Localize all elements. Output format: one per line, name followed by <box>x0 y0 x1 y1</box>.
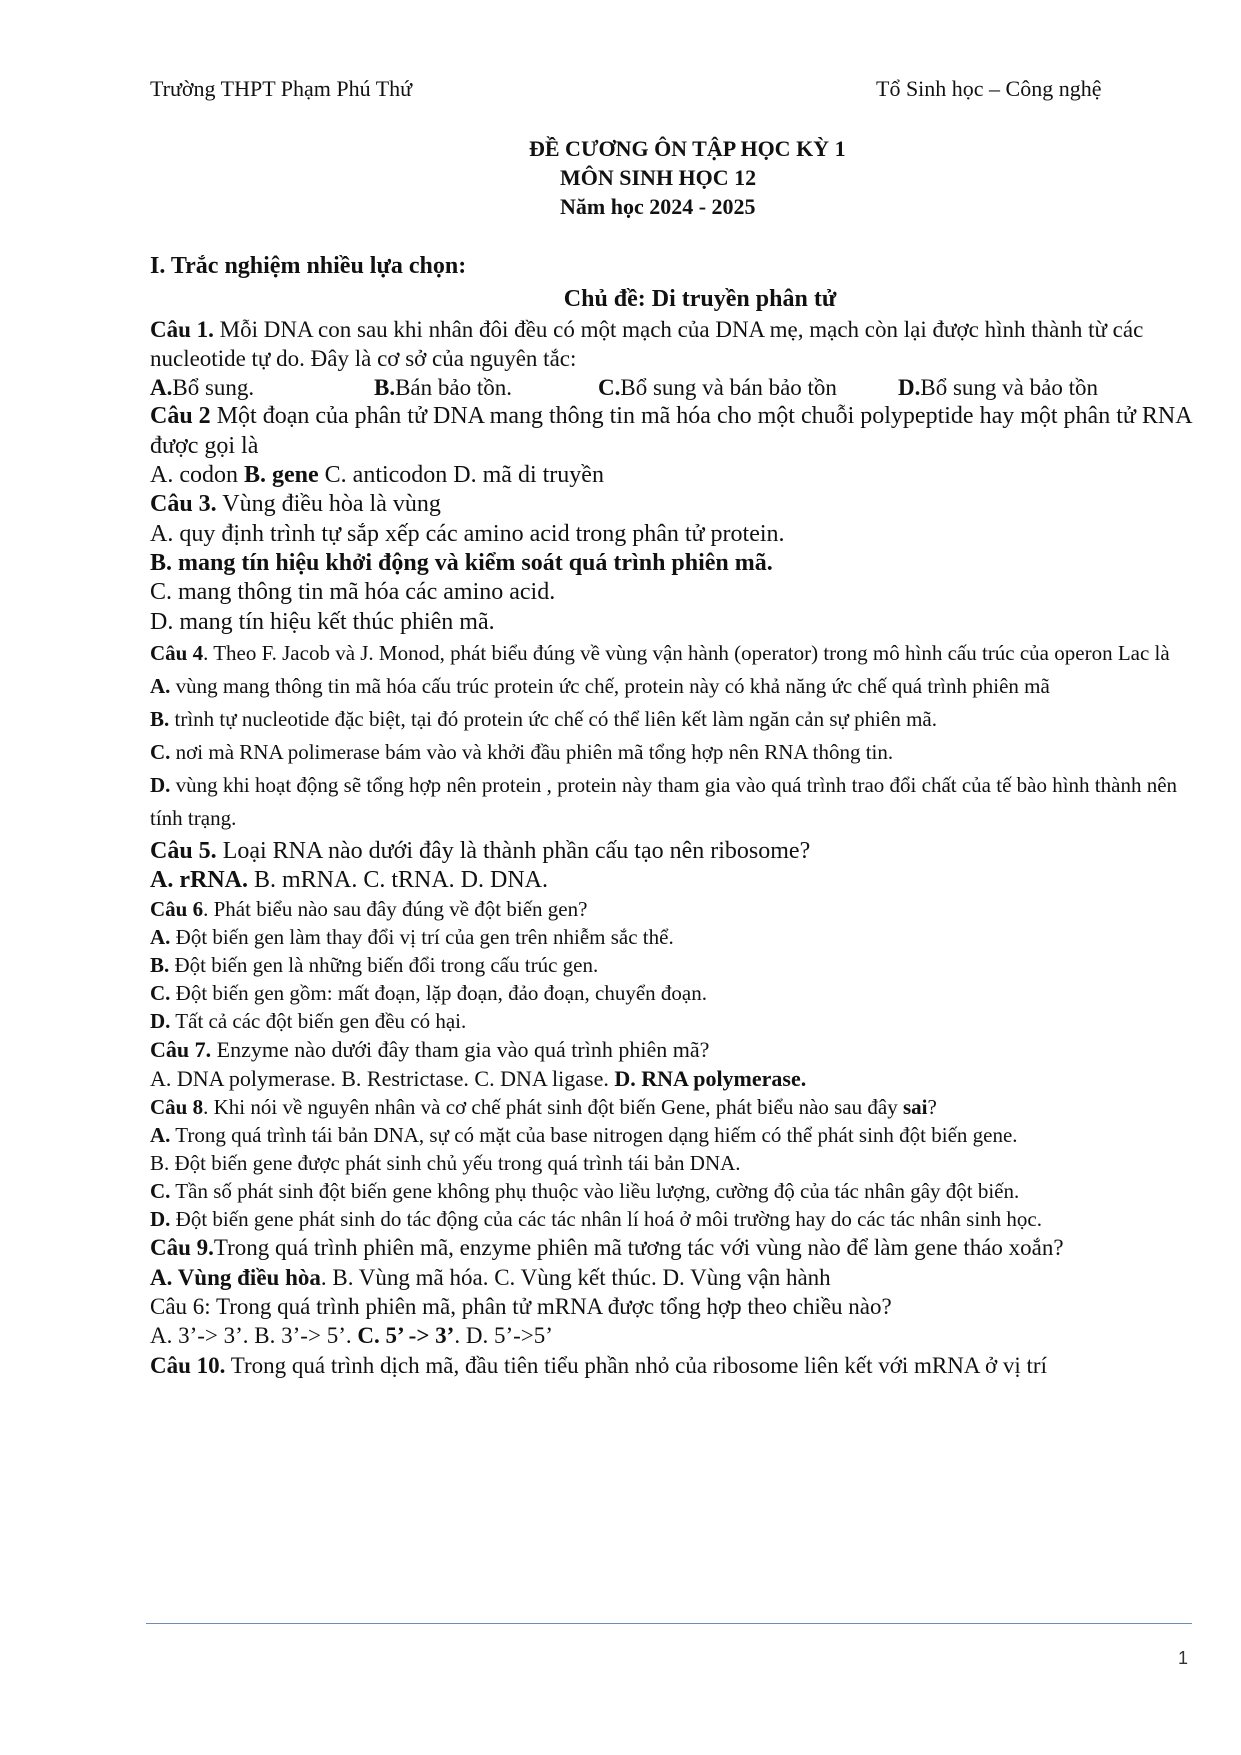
option-label: D. <box>898 375 921 401</box>
question-text: . Phát biểu nào sau đây đúng về đột biến gen? <box>203 897 588 922</box>
option-c: C. mang thông tin mã hóa các amino acid. <box>150 579 556 606</box>
question-emphasis: sai <box>902 1095 928 1120</box>
question-9 <box>150 1233 1210 1262</box>
option-c <box>150 736 1210 769</box>
option-text: Tần số phát sinh đột biến gene không phụ thuộc vào liều lượng, cường độ của tác nhân gây đột biến. <box>170 1179 1020 1204</box>
option-label: C. <box>150 981 171 1006</box>
content <box>150 252 1210 1380</box>
option-label: D. <box>150 1207 171 1232</box>
option-label: B. <box>374 375 396 401</box>
option-label: A. <box>150 375 173 401</box>
question-text: Loại RNA nào dưới đây là thành phần cấu tạo nên ribosome? <box>216 837 811 864</box>
option-a: Bổ sung. <box>172 375 255 401</box>
option-b: B. Đột biến gene được phát sinh chủ yếu trong quá trình tái bản DNA. <box>150 1151 741 1176</box>
question-label: Câu 7. <box>150 1037 212 1063</box>
question-2 <box>150 402 1210 461</box>
question-label: Câu 1. <box>150 316 214 342</box>
question-text: Mỗi DNA con sau khi nhân đôi đều có một mạch của DNA mẹ, mạch còn lại được hình thành từ các nucleotide tự do. Đây là cơ sở của nguyên tắc: <box>150 316 1144 371</box>
option-label: C. <box>150 1179 171 1204</box>
option-c-answer: C. 5’ -> 3’ <box>357 1323 455 1349</box>
doc-year: Năm học 2024 - 2025 <box>560 194 756 219</box>
school-name: Trường THPT Phạm Phú Thứ <box>150 76 413 101</box>
question-end: ? <box>927 1095 937 1120</box>
question-10 <box>150 1351 1210 1380</box>
question-6 <box>150 895 1210 923</box>
option-c <box>150 979 1210 1007</box>
option-d <box>150 1205 1210 1233</box>
option-c: Bổ sung và bán bảo tồn <box>620 375 837 401</box>
option-label: A. <box>150 673 171 698</box>
question-1-options <box>150 373 1210 402</box>
option-b <box>150 703 1210 736</box>
option-a: A. quy định trình tự sắp xếp các amino acid trong phân tử protein. <box>150 520 785 547</box>
option-label: C. <box>150 739 171 764</box>
option-d-answer: D. RNA polymerase. <box>614 1066 807 1092</box>
question-3 <box>150 490 1210 519</box>
question-label: Câu 2 <box>150 403 211 430</box>
question-5 <box>150 837 1210 866</box>
options-rest: C. anticodon D. mã di truyền <box>318 462 604 489</box>
option-label: C. <box>598 375 621 401</box>
option-d: Bổ sung và bảo tồn <box>920 375 1098 401</box>
section-heading: I. Trắc nghiệm nhiều lựa chọn: <box>150 253 467 279</box>
option-text: Tất cả các đột biến gen đều có hại. <box>170 1009 467 1034</box>
option-text: Đột biến gen là những biến đổi trong cấu trúc gen. <box>169 953 599 978</box>
option-text: Đột biến gen gồm: mất đoạn, lặp đoạn, đảo đoạn, chuyển đoạn. <box>170 981 707 1006</box>
topic-heading: Chủ đề: Di truyền phân tử <box>563 286 837 313</box>
question-text: Một đoạn của phân tử DNA mang thông tin mã hóa cho một chuỗi polypeptide hay một phân tử RNA được gọi là <box>150 403 1192 459</box>
question-6-repeat: Câu 6: Trong quá trình phiên mã, phân tử mRNA được tổng hợp theo chiều nào? <box>150 1294 892 1320</box>
question-1 <box>150 315 1210 374</box>
question-2-options <box>150 461 1210 490</box>
option-b-answer: B. mang tín hiệu khởi động và kiểm soát quá trình phiên mã. <box>150 549 773 576</box>
options-rest: . B. Vùng mã hóa. C. Vùng kết thúc. D. Vùng vận hành <box>320 1264 831 1290</box>
option-text: Đột biến gene phát sinh do tác động của các tác nhân lí hoá ở môi trường hay do các tác nhân sinh học. <box>170 1207 1042 1232</box>
question-6-repeat-options <box>150 1321 1210 1350</box>
question-7-options <box>150 1064 1210 1093</box>
question-4 <box>150 637 1210 670</box>
question-8 <box>150 1093 1210 1121</box>
question-7 <box>150 1035 1210 1064</box>
question-text: Enzyme nào dưới đây tham gia vào quá trình phiên mã? <box>211 1037 710 1063</box>
option-a <box>150 670 1210 703</box>
option-text: vùng khi hoạt động sẽ tổng hợp nên protein , protein này tham gia vào quá trình trao đổi chất của tế bào hình thành nên tính trạng. <box>150 772 1178 830</box>
option-label: D. <box>150 1009 171 1034</box>
doc-subject: MÔN SINH HỌC 12 <box>560 165 757 190</box>
options-pre: A. 3’-> 3’. B. 3’-> 5’. <box>150 1323 358 1349</box>
footer-divider <box>146 1623 1192 1624</box>
option-b <box>150 951 1210 979</box>
option-text: trình tự nucleotide đặc biệt, tại đó protein ức chế có thể liên kết làm ngăn cản sự phiên mã. <box>169 706 937 731</box>
option-d <box>150 769 1210 835</box>
page-number: 1 <box>1178 1648 1189 1668</box>
question-label: Câu 3. <box>150 491 217 518</box>
option-label: B. <box>150 953 170 978</box>
option-c <box>150 1177 1210 1205</box>
question-9-options <box>150 1263 1210 1292</box>
option-label: A. <box>150 925 171 950</box>
question-text: Vùng điều hòa là vùng <box>216 491 441 518</box>
option-label: D. <box>150 772 171 797</box>
question-label: Câu 4 <box>150 640 204 665</box>
option-a <box>150 1121 1210 1149</box>
question-label: Câu 5. <box>150 837 217 864</box>
option-d <box>150 1007 1210 1035</box>
option-d: D. mang tín hiệu kết thúc phiên mã. <box>150 608 495 635</box>
options-rest: B. mRNA. C. tRNA. D. DNA. <box>247 867 549 894</box>
option-b-answer: B. gene <box>243 462 319 489</box>
option-a: A. codon <box>150 462 244 489</box>
question-label: Câu 9. <box>150 1235 214 1261</box>
option-text: Trong quá trình tái bản DNA, sự có mặt của base nitrogen dạng hiếm có thể phát sinh đột biến gene. <box>170 1123 1018 1148</box>
question-label: Câu 6 <box>150 897 204 922</box>
option-text: Đột biến gen làm thay đổi vị trí của gen trên nhiễm sắc thể. <box>170 925 674 950</box>
option-a <box>150 923 1210 951</box>
option-b: Bán bảo tồn. <box>395 375 512 401</box>
department-name: Tổ Sinh học – Công nghệ <box>876 76 1102 101</box>
doc-title: ĐỀ CƯƠNG ÔN TẬP HỌC KỲ 1 <box>529 136 846 161</box>
options-post: . D. 5’->5’ <box>454 1323 553 1349</box>
question-label: Câu 8 <box>150 1095 204 1120</box>
option-label: A. <box>150 1123 171 1148</box>
option-a-answer: A. rRNA. <box>150 867 248 894</box>
question-text: Trong quá trình dịch mã, đầu tiên tiểu phần nhỏ của ribosome liên kết với mRNA ở vị trí <box>225 1352 1047 1378</box>
option-text: vùng mang thông tin mã hóa cấu trúc protein ức chế, protein này có khả năng ức chế quá trình phiên mã <box>170 673 1050 698</box>
question-text: Trong quá trình phiên mã, enzyme phiên mã tương tác với vùng nào để làm gene tháo xoắn? <box>213 1235 1064 1261</box>
option-text: nơi mà RNA polimerase bám vào và khởi đầu phiên mã tổng hợp nên RNA thông tin. <box>170 739 894 764</box>
option-a-answer: A. Vùng điều hòa <box>150 1264 321 1290</box>
question-text: . Khi nói về nguyên nhân và cơ chế phát sinh đột biến Gene, phát biểu nào sau đây <box>203 1095 903 1120</box>
question-label: Câu 10. <box>150 1352 226 1378</box>
question-text: . Theo F. Jacob và J. Monod, phát biểu đúng về vùng vận hành (operator) trong mô hình cấu trúc của operon Lac là <box>203 640 1170 665</box>
option-label: B. <box>150 706 170 731</box>
options-rest: A. DNA polymerase. B. Restrictase. C. DNA ligase. <box>150 1066 615 1092</box>
question-5-options <box>150 866 1210 895</box>
